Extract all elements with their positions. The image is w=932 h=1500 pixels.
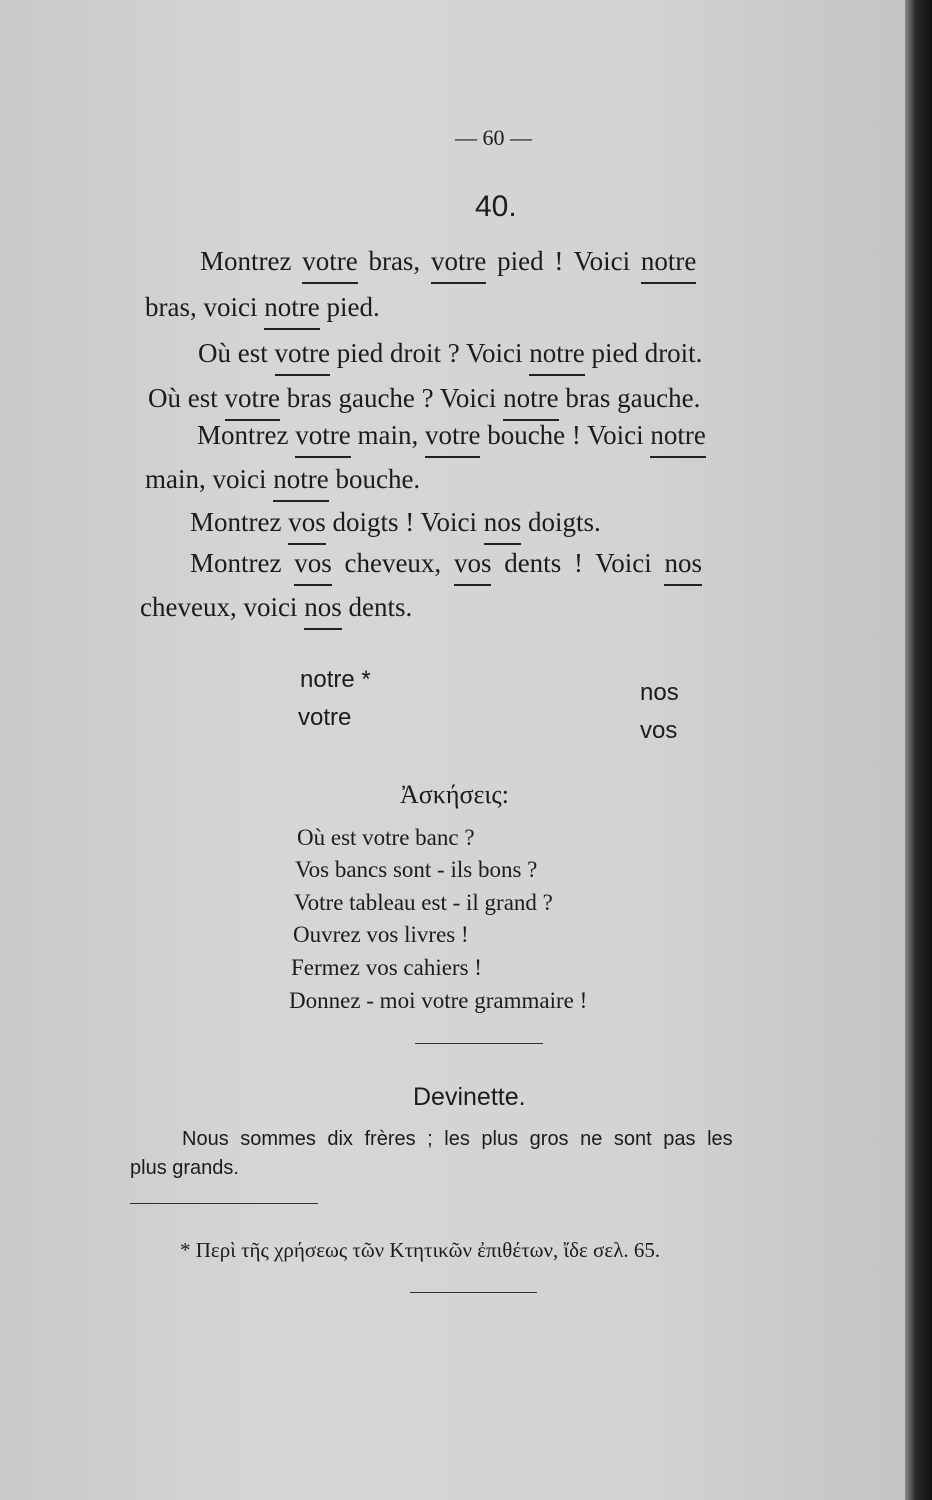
- reading-line: bras, voici notre pied.: [145, 292, 380, 323]
- section-divider: [415, 1043, 543, 1044]
- table-cell: notre *: [300, 666, 371, 693]
- exercise-item: Votre tableau est - il grand ?: [294, 890, 553, 915]
- page-number: — 60 —: [455, 125, 532, 150]
- end-divider: [410, 1292, 537, 1293]
- exercise-item: Vos bancs sont - ils bons ?: [295, 857, 538, 882]
- reading-line: main, voici notre bouche.: [145, 464, 420, 495]
- table-cell: vos: [640, 717, 678, 744]
- reading-line: Montrez vos cheveux, vos dents ! Voici nos: [190, 548, 702, 579]
- exercise-item: Fermez vos cahiers !: [291, 955, 482, 980]
- reading-line: Montrez votre bras, votre pied ! Voici notre: [200, 246, 696, 277]
- footnote: * Περὶ τῆς χρήσεως τῶν Κτητικῶν ἐπιθέτων, ἴδε σελ. 65.: [180, 1238, 661, 1262]
- reading-line: Montrez votre main, votre bouche ! Voici notre: [197, 420, 706, 451]
- exercises-heading: Ἀσκήσεις:: [400, 780, 509, 809]
- table-cell: votre: [298, 704, 352, 731]
- reading-line: Montrez vos doigts ! Voici nos doigts.: [190, 507, 601, 538]
- book-spine: [905, 0, 932, 1500]
- riddle-heading: Devinette.: [413, 1083, 526, 1111]
- exercise-item: Ouvrez vos livres !: [293, 922, 469, 947]
- table-cell: nos: [640, 679, 679, 706]
- lesson-number: 40.: [475, 190, 517, 223]
- exercise-item: Où est votre banc ?: [297, 825, 475, 850]
- reading-line: Où est votre bras gauche ? Voici notre bras gauche.: [148, 383, 700, 414]
- exercise-item: Donnez - moi votre grammaire !: [289, 988, 588, 1013]
- riddle-line: plus grands.: [130, 1157, 239, 1179]
- riddle-line: Nous sommes dix frères ; les plus gros ne sont pas les: [182, 1128, 733, 1150]
- reading-line: Où est votre pied droit ? Voici notre pied droit.: [198, 338, 702, 369]
- footnote-divider: [130, 1203, 318, 1204]
- reading-line: cheveux, voici nos dents.: [140, 592, 412, 623]
